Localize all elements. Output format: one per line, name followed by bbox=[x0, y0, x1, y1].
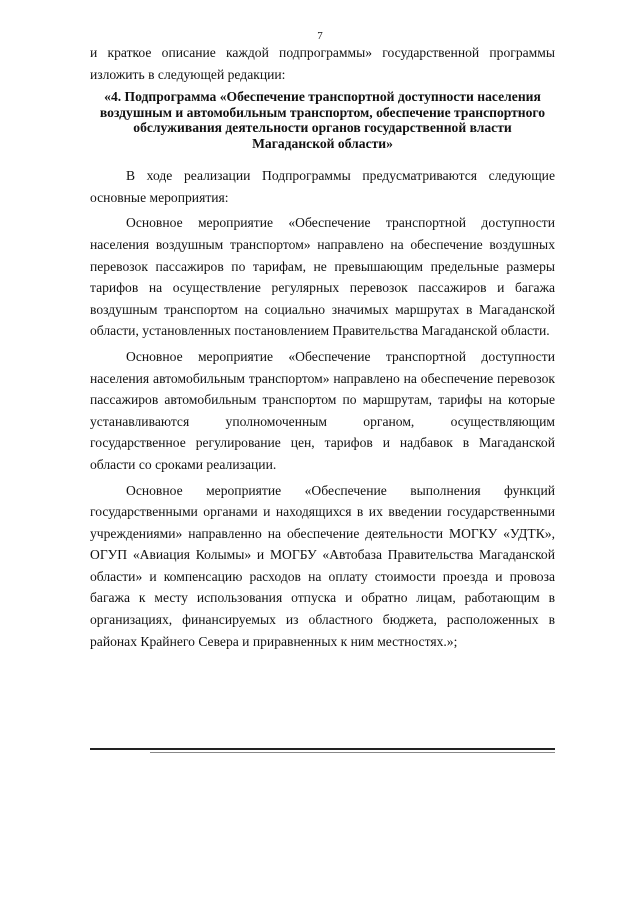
subprogram-heading: «4. Подпрограмма «Обеспечение транспортной доступности населения воздушным и автомобильным транспортом, обеспечение транспортного обслуживания деятельности органов государственной власти Магаданской области» bbox=[99, 89, 546, 151]
paragraph-government-functions: Основное мероприятие «Обеспечение выполнения функций государственными органами и находящихся в их введении государственными учреждениями» направленно на обеспечение деятельности МОГКУ «УДТК», ОГУП «Авиация Колымы» и МОГБУ «Автобаза Правительства Магаданской области» и компенсацию расходов на оплату стоимости проезда и провоза багажа к месту использования отпуска и обратно лицам, работающим в организациях, финансируемых из областного бюджета, расположенных в районах Крайнего Севера и приравненных к ним местностях.»; bbox=[90, 482, 555, 649]
page-bottom-rule bbox=[90, 748, 555, 750]
page-bottom-rule-shadow bbox=[150, 752, 555, 753]
paragraph-air-transport: Основное мероприятие «Обеспечение транспортной доступности населения воздушным транспортом» направлено на обеспечение воздушных перевозок пассажиров по тарифам, не превышающим предельные размеры тарифов на осуществление регулярных перевозок пассажиров и багажа воздушным транспортом на социально значимых маршрутах в Магаданской области, установленных постановлением Правительства Магаданской области. bbox=[90, 215, 555, 339]
document-body bbox=[90, 42, 555, 656]
paragraph-overview: В ходе реализации Подпрограммы предусматриваются следующие основные мероприятия: bbox=[90, 168, 555, 205]
intro-text: и краткое описание каждой подпрограммы» государственной программы изложить в следующей редакции: bbox=[90, 45, 555, 82]
page-number: 7 bbox=[317, 30, 323, 42]
paragraph-road-transport: Основное мероприятие «Обеспечение транспортной доступности населения автомобильным транспортом» направлено на обеспечение перевозок пассажиров автомобильным транспортом по маршрутам, тарифы на которые устанавливаются уполномоченным органом, осуществляющим государственное регулирование цен, тарифов и надбавок в Магаданской области со сроками реализации. bbox=[90, 348, 555, 472]
